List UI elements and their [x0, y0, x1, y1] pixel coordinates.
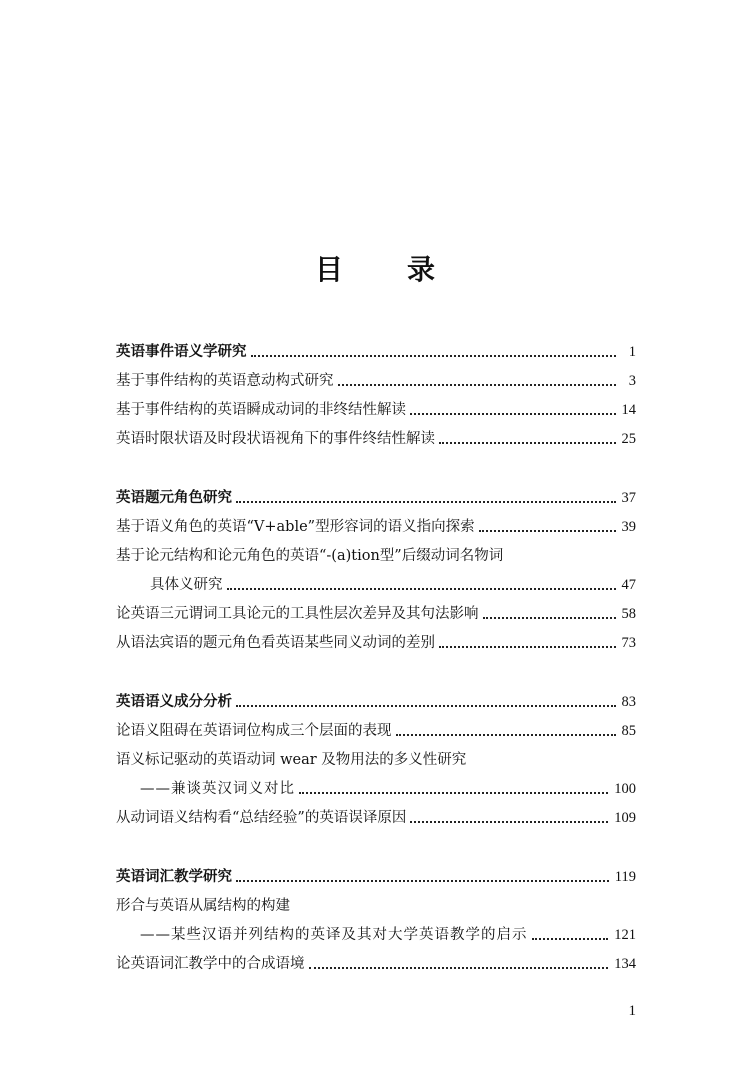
leader-dots	[483, 617, 616, 619]
toc-heading[interactable]	[116, 338, 636, 367]
leader-dots	[439, 442, 616, 444]
toc-entry-text: 基于语义角色的英语“V+able”型形容词的语义指向探索	[116, 519, 475, 535]
title-char-mu: 目	[314, 253, 343, 286]
toc-entry[interactable]	[116, 396, 636, 425]
toc-entry-text: 语义标记驱动的英语动词 wear 及物用法的多义性研究	[116, 752, 467, 768]
toc-entry-subtitle[interactable]	[116, 921, 636, 950]
toc-entry-text: 基于事件结构的英语意动构式研究	[116, 373, 334, 389]
toc-entry-subtitle[interactable]	[116, 775, 636, 804]
toc-entry[interactable]	[116, 629, 636, 658]
toc-entry[interactable]	[116, 892, 636, 921]
leader-dots	[396, 734, 616, 736]
leader-dots	[236, 705, 616, 707]
leader-dots	[532, 938, 609, 940]
leader-dots	[236, 880, 609, 882]
toc-page-number: 25	[621, 431, 636, 447]
toc-page-number: 109	[614, 810, 636, 826]
toc-entry-text: 论英语词汇教学中的合成语境	[116, 956, 305, 972]
toc-entry-subtitle-text: ——某些汉语并列结构的英译及其对大学英语教学的启示	[140, 927, 528, 943]
toc-entry-text: 论语义阻碍在英语词位构成三个层面的表现	[116, 723, 392, 739]
toc-entry-text: 英语时限状语及时段状语视角下的事件终结性解读	[116, 431, 435, 447]
leader-dots	[309, 967, 609, 969]
toc-page-number: 14	[621, 402, 636, 418]
toc-entry-text: 基于事件结构的英语瞬成动词的非终结性解读	[116, 402, 406, 418]
page-title	[0, 248, 750, 288]
toc-section-2	[116, 484, 636, 658]
toc-page-number: 39	[621, 519, 636, 535]
toc-entry[interactable]	[116, 513, 636, 542]
table-of-contents	[116, 338, 636, 1009]
leader-dots	[227, 588, 616, 590]
toc-entry[interactable]	[116, 600, 636, 629]
toc-heading[interactable]	[116, 688, 636, 717]
toc-page-number: 3	[628, 373, 636, 389]
toc-section-4	[116, 863, 636, 979]
toc-heading[interactable]	[116, 484, 636, 513]
toc-section-3	[116, 688, 636, 833]
toc-page-number: 58	[621, 606, 636, 622]
toc-page-number: 83	[621, 694, 636, 710]
toc-page-number: 134	[614, 956, 636, 972]
toc-page-number: 85	[621, 723, 636, 739]
toc-entry[interactable]	[116, 367, 636, 396]
leader-dots	[410, 413, 616, 415]
toc-page-number: 73	[621, 635, 636, 651]
toc-page-number: 121	[614, 927, 636, 943]
leader-dots	[410, 821, 608, 823]
toc-page-number: 1	[628, 344, 636, 360]
toc-entry[interactable]	[116, 425, 636, 454]
toc-entry-text: 论英语三元谓词工具论元的工具性层次差异及其句法影响	[116, 606, 479, 622]
folio-page-number: 1	[628, 1003, 636, 1019]
leader-dots	[299, 792, 608, 794]
toc-entry-text: 从语法宾语的题元角色看英语某些同义动词的差别	[116, 635, 435, 651]
toc-entry[interactable]	[116, 950, 636, 979]
toc-heading-text: 英语题元角色研究	[116, 490, 232, 506]
toc-entry[interactable]	[116, 746, 636, 775]
toc-entry[interactable]	[116, 804, 636, 833]
toc-page-number: 119	[614, 869, 636, 885]
toc-entry[interactable]	[116, 542, 636, 571]
leader-dots	[439, 646, 616, 648]
toc-entry-text: 形合与英语从属结构的构建	[116, 898, 290, 914]
toc-entry-continuation[interactable]	[116, 571, 636, 600]
leader-dots	[236, 501, 616, 503]
toc-heading-text: 英语词汇教学研究	[116, 869, 232, 885]
leader-dots	[338, 384, 617, 386]
leader-dots	[251, 355, 617, 357]
toc-entry-subtitle-text: ——兼谈英汉词义对比	[140, 781, 295, 797]
title-char-lu: 录	[407, 253, 436, 286]
toc-heading-text: 英语事件语义学研究	[116, 344, 247, 360]
toc-heading-text: 英语语义成分分析	[116, 694, 232, 710]
toc-entry[interactable]	[116, 717, 636, 746]
toc-page-number: 47	[621, 577, 636, 593]
toc-entry-text: 基于论元结构和论元角色的英语“-(a)tion型”后缀动词名物词	[116, 548, 504, 564]
toc-entry-text: 从动词语义结构看“总结经验”的英语误译原因	[116, 810, 407, 826]
toc-page-number: 37	[621, 490, 636, 506]
toc-page-number: 100	[614, 781, 636, 797]
toc-section-1	[116, 338, 636, 454]
toc-entry-continuation-text: 具体义研究	[150, 577, 223, 593]
leader-dots	[479, 530, 616, 532]
toc-heading[interactable]	[116, 863, 636, 892]
